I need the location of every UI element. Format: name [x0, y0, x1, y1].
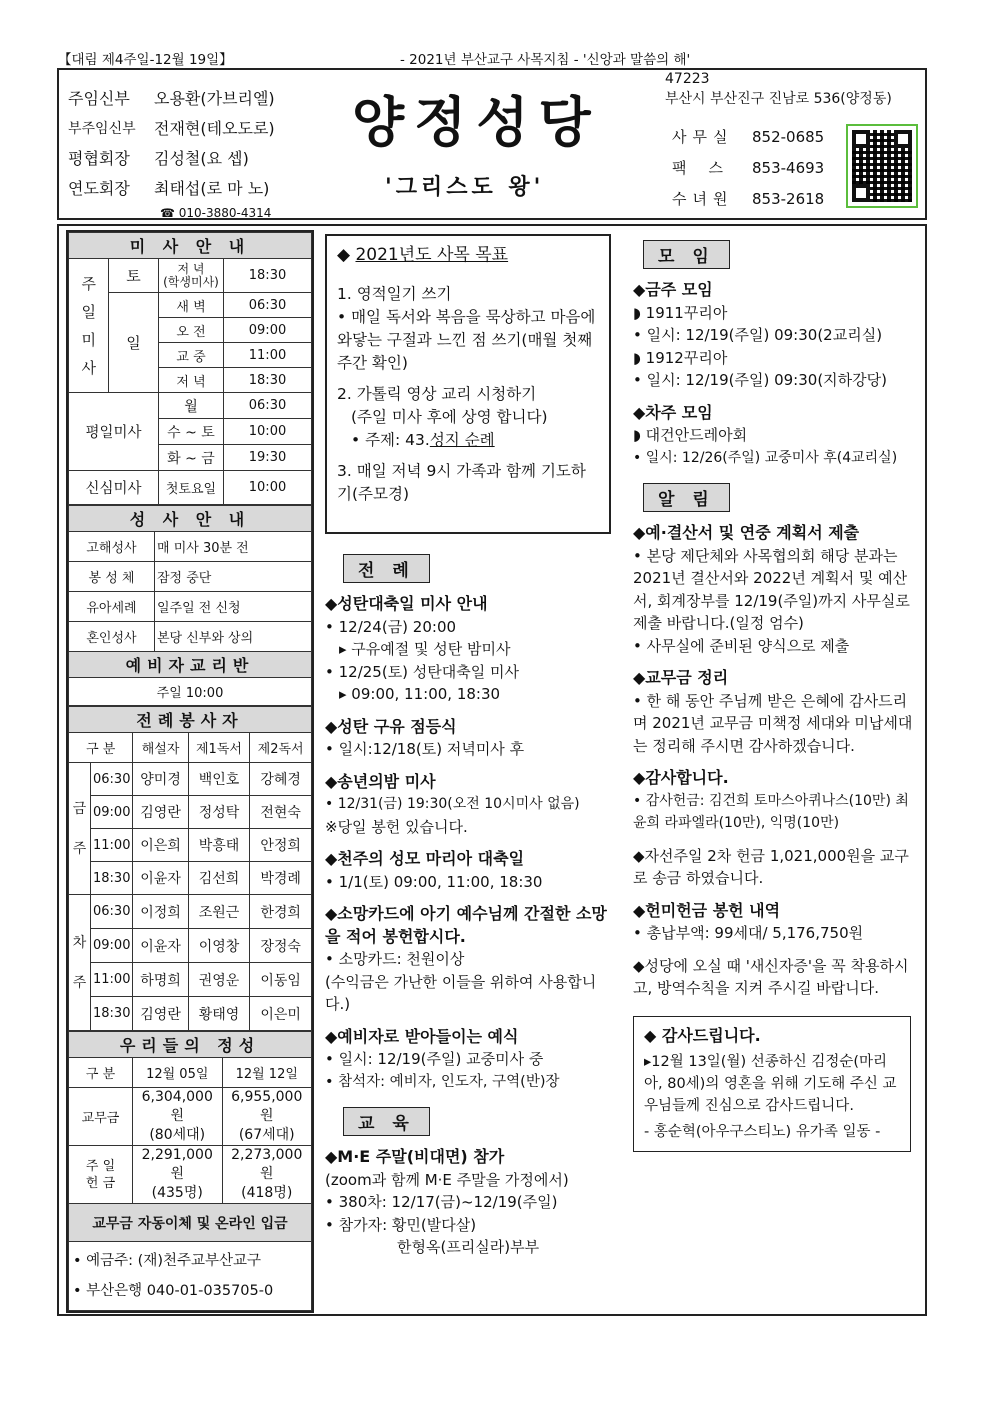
address: [665, 69, 892, 109]
devotion-day: 첫토요일: [159, 471, 224, 505]
notice-line: • 일시: 12/19(주일) 09:30(2교리실): [633, 326, 883, 344]
bank-account: • 부산은행 040-01-035705-0: [73, 1283, 274, 1299]
offering-cell: 2,291,000원 (435명): [133, 1146, 223, 1204]
sunday-mass-label: 주일미사: [69, 259, 109, 393]
sacrament-value: 잠정 중단: [155, 562, 312, 592]
education-section: [325, 1146, 611, 1259]
table-cell: 강혜경: [250, 763, 312, 796]
staff-role: 주임신부: [68, 89, 130, 108]
table-cell: 18:30: [91, 862, 133, 895]
table-cell: 양미경: [133, 763, 188, 796]
sacrament-value: 일주일 전 신청: [155, 592, 312, 622]
mass-time: 11:00: [224, 343, 312, 368]
devotion-mass-label: 신심미사: [69, 471, 159, 505]
notice-line: ▸ 구유예절 및 성탄 밤미사: [339, 640, 511, 658]
notices-badge: 알 림: [643, 483, 730, 512]
notice-heading: ◆예·결산서 및 연중 계획서 제출: [633, 523, 860, 542]
notice-line: • 일시: 12/19(주일) 교중미사 중: [325, 1050, 544, 1068]
contact-label: 팩스: [672, 159, 745, 177]
notice-heading: ◆천주의 성모 마리아 대축일: [325, 849, 525, 868]
sacrament-value: 본당 신부와 상의: [155, 622, 312, 652]
table-cell: 09:00: [91, 929, 133, 963]
notice-line: • 12/25(토) 성탄대축일 미사: [325, 662, 520, 681]
notice-line: ◆자선주일 2차 헌금 1,021,000원을 교구로 송금 하였습니다.: [633, 846, 909, 887]
notices-section: [633, 522, 918, 1000]
mass-kind: 저 녁 (학생미사): [159, 259, 224, 293]
day-cell: 일: [109, 293, 159, 393]
table-cell: 이영창: [188, 929, 250, 963]
catechumen-title: 예비자교리반: [69, 652, 312, 678]
table-cell: 전현숙: [250, 796, 312, 829]
notice-heading: ◆송년의밤 미사: [325, 771, 436, 791]
contact-row: [672, 153, 824, 184]
goal-text: • 매일 독서와 복음을 묵상하고 마음에 와닿는 구절과 느낀 점 쓰기(매월 첫째 주간 확인): [337, 308, 596, 372]
table-cell: 이윤자: [133, 862, 188, 895]
staff-name: 전재현(테오도로): [154, 119, 275, 138]
goal-item: 2. 가톨릭 영상 교리 시청하기: [337, 385, 537, 403]
staff-row: [68, 144, 275, 174]
thanks-sign: - 홍순혁(아우구스티노) 유가족 일동 -: [644, 1123, 881, 1140]
contact-row: [672, 122, 824, 153]
goal-topic: • 주제: 43.성지 순례: [351, 431, 495, 449]
sacrament-label: 봉 성 체: [69, 562, 155, 592]
offering-cell: 2,273,000원 (418명): [222, 1146, 312, 1204]
mass-time: 06:30: [224, 293, 312, 318]
mass-time: 19:30: [224, 445, 312, 471]
weekday-mass-label: 평일미사: [69, 393, 159, 471]
contact-label: 수녀원: [672, 190, 734, 208]
weekday-day: 월: [159, 393, 224, 419]
notice-line: ※당일 봉헌 있습니다.: [325, 817, 468, 836]
table-cell: 06:30: [91, 895, 133, 929]
catechumen-time: 주일 10:00: [69, 678, 312, 706]
table-cell: 이동임: [250, 963, 312, 997]
auto-transfer-title: 교무금 자동이체 및 온라인 입금: [69, 1204, 312, 1242]
notice-heading: ◆교무금 정리: [633, 668, 729, 687]
staff-name: 김성철(요 셉): [154, 149, 249, 168]
thanks-box: [633, 1016, 911, 1152]
meetings-section: [633, 279, 918, 469]
column-header: 12월 12일: [222, 1058, 312, 1088]
table-cell: 박흥태: [188, 829, 250, 862]
thanks-title: ◆ 감사드립니다.: [644, 1025, 761, 1045]
notice-line: ▸ 09:00, 11:00, 18:30: [339, 685, 501, 703]
offering-label: 주 일 헌 금: [69, 1146, 133, 1204]
contact-list: [672, 122, 824, 215]
notice-line: • 일시:12/18(토) 저녁미사 후: [325, 740, 525, 758]
contact-value: 853-4693: [752, 159, 825, 177]
diocese-motto: - 2021년 부산교구 사목지침 - '신앙과 말씀의 해': [400, 52, 691, 68]
bank-info: [69, 1242, 312, 1311]
mass-kind: 오 전: [159, 318, 224, 343]
table-cell: 한경희: [250, 895, 312, 929]
table-cell: 황태영: [188, 997, 250, 1031]
notice-line: (수익금은 가난한 이들을 위하여 사용합니다.): [325, 972, 597, 1013]
notice-line: 한형옥(프리실라)부부: [397, 1238, 540, 1256]
servers-table: [68, 706, 312, 1031]
sacrament-label: 유아세례: [69, 592, 155, 622]
table-cell: 김영란: [133, 796, 188, 829]
notice-line: ◗ 1912꾸리아: [633, 348, 728, 367]
table-cell: 18:30: [91, 997, 133, 1031]
notice-heading: ◆성탄대축일 미사 안내: [325, 594, 488, 613]
notice-heading: ◆성탄 구유 점등식: [325, 716, 457, 736]
mass-time: 09:00: [224, 318, 312, 343]
notice-line: ◆성당에 오실 때 '새신자증'을 꼭 착용하시고, 방역수칙을 지켜 주시길 바랍니다.: [633, 956, 909, 997]
notice-line: • 380차: 12/17(금)~12/19(주일): [325, 1193, 558, 1211]
notice-line: • 한 해 동안 주님께 받은 은혜에 감사드리며 2021년 교무금 미책정 세대와 미납세대는 정리해 주시면 감사하겠습니다.: [633, 691, 913, 755]
contact-label: 사무실: [672, 128, 734, 146]
table-cell: 김영란: [133, 997, 188, 1031]
mass-kind: 교 중: [159, 343, 224, 368]
account-holder: • 예금주: (재)천주교부산교구: [73, 1253, 262, 1269]
offering-title: 우리들의 정성: [69, 1032, 312, 1058]
notice-heading: ◆감사합니다.: [633, 768, 729, 787]
table-cell: 김선희: [188, 862, 250, 895]
table-cell: 이윤자: [133, 929, 188, 963]
staff-role: 부주임신부: [68, 121, 136, 137]
notice-line: • 감사헌금: 김건희 토마스아퀴나스(10만) 최윤희 라파엘라(10만), 익명(10만): [633, 792, 909, 831]
sacrament-label: 고해성사: [69, 532, 155, 562]
notice-line: • 참석자: 예비자, 인도자, 구역(반)장: [325, 1073, 560, 1090]
staff-role: 평협회장: [68, 149, 130, 168]
staff-list: [68, 84, 275, 228]
notice-heading: ◆소망카드에 아기 예수님께 간절한 소망을 적어 봉헌합시다.: [325, 904, 607, 946]
table-cell: 이정희: [133, 895, 188, 929]
contact-value: 852-0685: [752, 128, 825, 146]
issue-date: 【대림 제4주일-12월 19일】: [58, 52, 233, 68]
notice-line: • 소망카드: 천원이상: [325, 950, 465, 968]
address-line: 부산시 부산진구 진남로 536(양정동): [665, 91, 892, 107]
table-cell: 박경례: [250, 862, 312, 895]
meetings-badge: 모 임: [643, 240, 730, 269]
notice-line: • 사무실에 준비된 양식으로 제출: [633, 636, 850, 655]
mass-time: 18:30: [224, 259, 312, 293]
table-cell: 권영운: [188, 963, 250, 997]
group-label: 차주: [69, 895, 91, 1031]
weekday-day: 화 ~ 금: [159, 445, 224, 471]
sacrament-title: 성 사 안 내: [69, 506, 312, 532]
table-cell: 장정숙: [250, 929, 312, 963]
zip-code: 47223: [665, 71, 710, 87]
pastoral-goals: [325, 234, 611, 534]
notice-heading: ◆M·E 주말(비대면) 참가: [325, 1147, 505, 1166]
notice-line: • 참가자: 황민(발다살): [325, 1215, 477, 1234]
notice-line: • 일시: 12/26(주일) 교중미사 후(4교리실): [633, 449, 898, 466]
servers-title: 전례봉사자: [69, 707, 312, 733]
table-cell: 이은희: [133, 829, 188, 862]
mass-title: 미 사 안 내: [69, 233, 312, 259]
liturgy-section: [325, 593, 611, 1093]
notice-line: • 총납부액: 99세대/ 5,176,750원: [633, 924, 864, 942]
right-column: [633, 240, 918, 1152]
table-cell: 하명희: [133, 963, 188, 997]
education-badge: 교 육: [343, 1107, 430, 1136]
mass-time: 06:30: [224, 393, 312, 419]
notice-line: ◗ 1911꾸리아: [633, 303, 728, 322]
weekday-day: 수 ~ 토: [159, 419, 224, 445]
notice-heading: ◆헌미헌금 봉헌 내역: [633, 900, 781, 920]
notice-heading: ◆금주 모임: [633, 280, 713, 299]
staff-row: [68, 84, 275, 114]
church-name: 양정성당: [352, 90, 601, 154]
group-label: 금주: [69, 763, 91, 895]
staff-name: 최태섭(로 마 노): [154, 179, 270, 198]
offering-cell: 6,304,000원 (80세대): [133, 1088, 223, 1146]
table-cell: 11:00: [91, 963, 133, 997]
mass-table: [68, 232, 312, 505]
mass-kind: 저 녁: [159, 368, 224, 393]
middle-column: [325, 234, 611, 1259]
table-cell: 09:00: [91, 796, 133, 829]
staff-row: [68, 114, 275, 144]
column-header: 구 분: [69, 1058, 133, 1088]
day-cell: 토: [109, 259, 159, 293]
mass-time: 10:00: [224, 419, 312, 445]
table-cell: 06:30: [91, 763, 133, 796]
goal-item: 1. 영적일기 쓰기: [337, 285, 452, 303]
table-cell: 조원근: [188, 895, 250, 929]
mass-kind: 새 벽: [159, 293, 224, 318]
table-cell: 백인호: [188, 763, 250, 796]
column-header: 12월 05일: [133, 1058, 223, 1088]
notice-line: • 12/24(금) 20:00: [325, 617, 457, 636]
qr-code[interactable]: [846, 124, 918, 208]
notice-line: • 본당 제단체와 사목협의회 해당 분과는 2021년 결산서와 2022년 계획서 및 예산서, 회계장부를 12/19(주일)까지 사무실로 제출 바랍니다.(일정 엄수): [633, 546, 910, 632]
phone-number: ☎ 010-3880-4314: [160, 206, 272, 220]
left-column: [66, 230, 314, 1313]
sunday-theme: '그리스도 왕': [385, 174, 545, 200]
goals-title: ◆ 2021년도 사목 목표: [337, 245, 509, 265]
thanks-text: ▸12월 13일(월) 선종하신 김정순(마리아, 80세)의 영혼을 위해 기도해 주신 교우님들께 진심으로 감사드립니다.: [644, 1053, 897, 1114]
goal-text: (주일 미사 후에 상영 합니다): [351, 408, 548, 426]
notice-heading: ◆예비자로 받아들이는 예식: [325, 1026, 519, 1046]
offering-table: [68, 1031, 312, 1311]
notice-line: • 12/31(금) 19:30(오전 10시미사 없음): [325, 796, 580, 812]
liturgy-badge: 전 례: [343, 554, 430, 583]
staff-role: 연도회장: [68, 179, 130, 198]
sacrament-value: 매 미사 30분 전: [155, 532, 312, 562]
contact-value: 853-2618: [752, 190, 825, 208]
offering-label: 교무금: [69, 1088, 133, 1146]
column-header: 제2독서: [250, 733, 312, 763]
contact-row: [672, 184, 824, 215]
top-line: [58, 48, 928, 68]
notice-line: • 일시: 12/19(주일) 09:30(지하강당): [633, 371, 887, 389]
table-cell: 안정희: [250, 829, 312, 862]
sacrament-label: 혼인성사: [69, 622, 155, 652]
offering-cell: 6,955,000원 (67세대): [222, 1088, 312, 1146]
staff-name: 오용환(가브리엘): [154, 89, 275, 108]
table-cell: 이은미: [250, 997, 312, 1031]
sacrament-table: [68, 505, 312, 706]
notice-heading: ◆차주 모임: [633, 402, 713, 422]
notice-line: ◗ 대건안드레아회: [633, 426, 748, 444]
column-header: 구 분: [69, 733, 133, 763]
mass-time: 18:30: [224, 368, 312, 393]
qr-code-icon: [852, 130, 912, 202]
mass-time: 10:00: [224, 471, 312, 505]
goal-item: 3. 매일 저녁 9시 가족과 함께 기도하기(주모경): [337, 462, 586, 503]
column-header: 해설자: [133, 733, 188, 763]
notice-line: • 1/1(토) 09:00, 11:00, 18:30: [325, 872, 543, 891]
table-cell: 11:00: [91, 829, 133, 862]
column-header: 제1독서: [188, 733, 250, 763]
notice-line: (zoom과 함께 M·E 주말을 가정에서): [325, 1170, 569, 1189]
table-cell: 정성탁: [188, 796, 250, 829]
